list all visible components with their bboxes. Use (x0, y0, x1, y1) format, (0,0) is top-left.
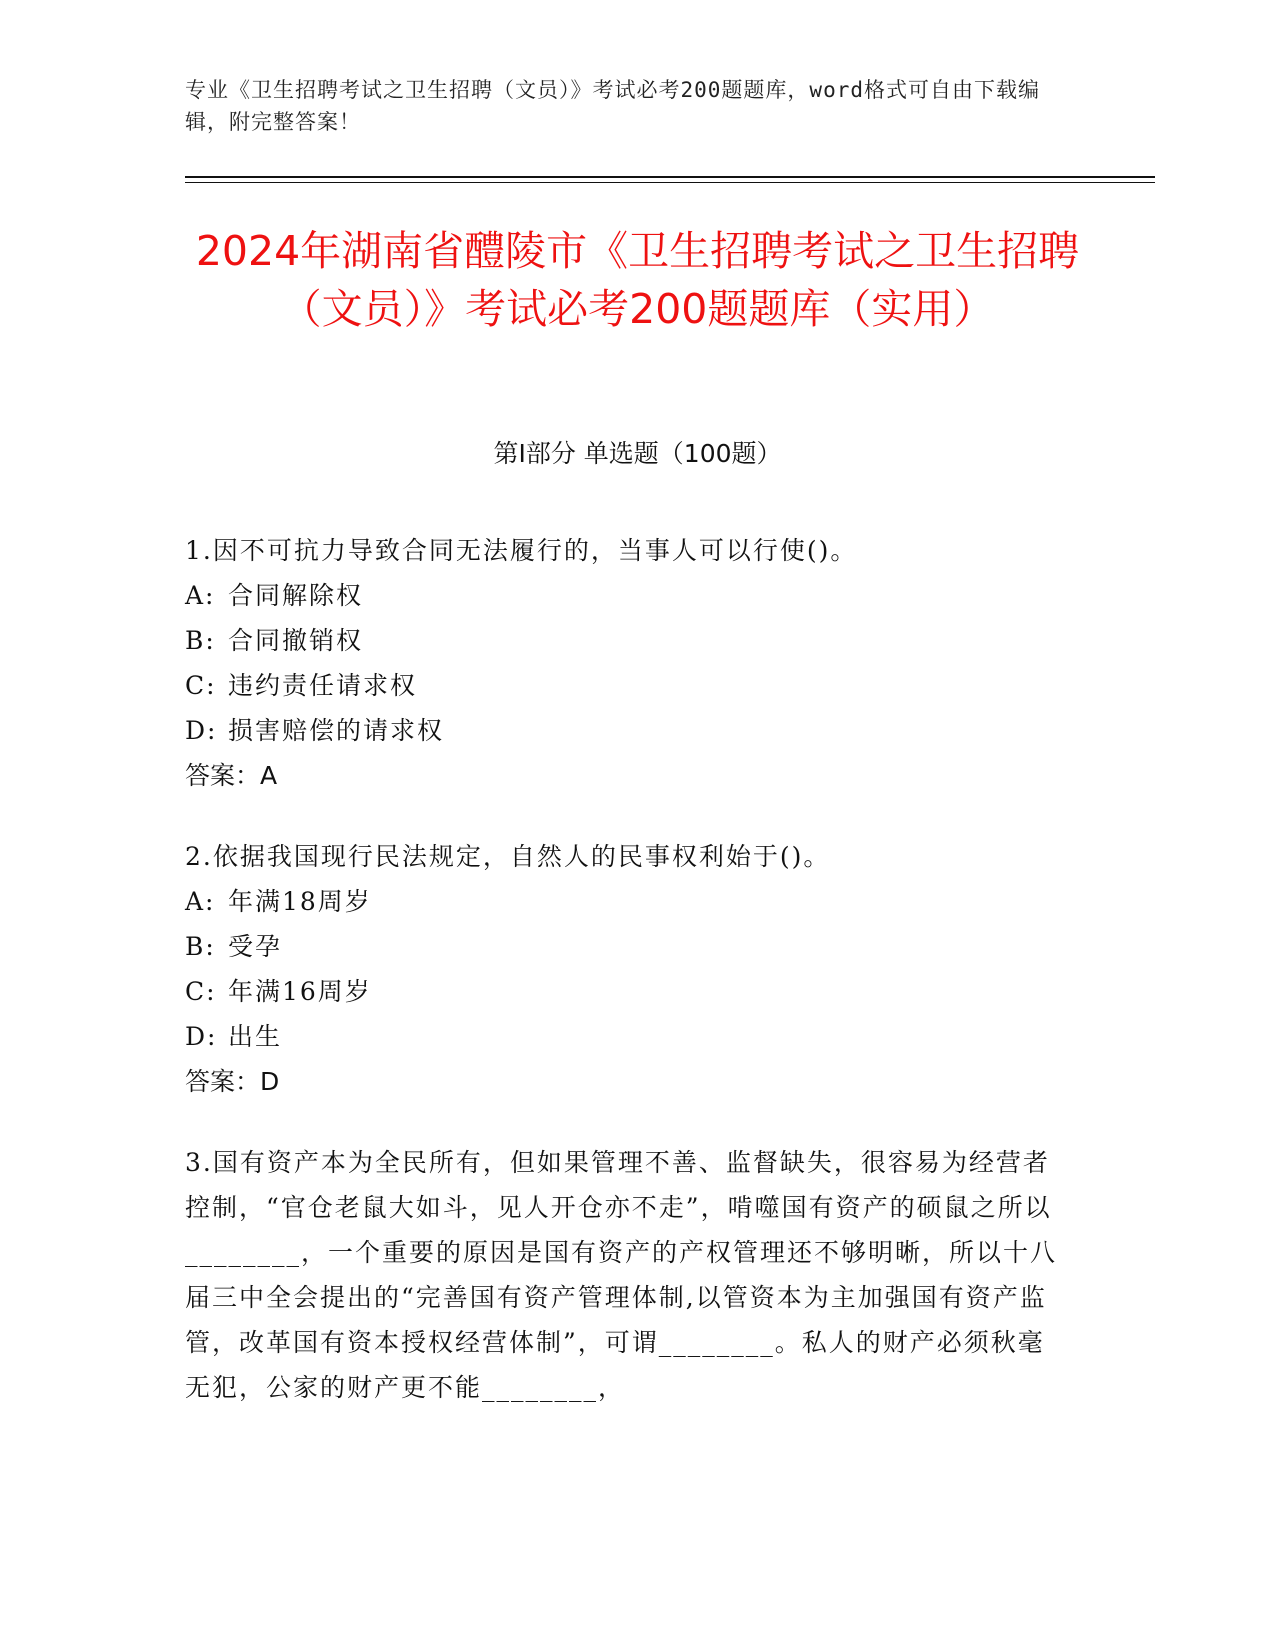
option-text: 合同撤销权 (228, 626, 364, 655)
option-b (185, 924, 1065, 969)
option-letter: C: (185, 671, 217, 700)
answer-line: 答案：A (185, 761, 278, 790)
answer-line: 答案：D (185, 1067, 280, 1096)
option-letter: B: (185, 932, 216, 961)
question-stem: 2.依据我国现行民法规定，自然人的民事权利始于()。 (185, 842, 831, 871)
question-stem: 3.国有资产本为全民所有，但如果管理不善、监督缺失，很容易为经营者控制，“官仓老鼠大如斗，见人开仓亦不走”，啃噬国有资产的硕鼠之所以________，一个重要的原因是国有资产的产权管理还不够明晰，所以十八届三中全会提出的“完善国有资产管理体制,以管资本为主加强国有资产监管，改革国有资本授权经营体制”，可谓________。私人的财产必须秋毫无犯，公家的财产更不能________， (185, 1148, 1058, 1402)
option-letter: D: (185, 716, 218, 745)
header-note: 专业《卫生招聘考试之卫生招聘（文员）》考试必考200题题库，word格式可自由下载编辑，附完整答案！ (185, 78, 1040, 134)
option-a (185, 573, 1065, 618)
option-letter: A: (185, 887, 216, 916)
option-text: 年满18周岁 (228, 887, 372, 916)
option-text: 年满16周岁 (228, 977, 372, 1006)
section-heading: 第I部分 单选题（100题） (493, 439, 782, 468)
option-b (185, 618, 1065, 663)
header-divider-thin (185, 182, 1155, 183)
option-text: 出生 (228, 1022, 283, 1051)
question-1 (185, 528, 1065, 798)
option-d (185, 708, 1065, 753)
document-title: 2024年湖南省醴陵市《卫生招聘考试之卫生招聘（文员）》考试必考200题题库（实用） (195, 227, 1080, 333)
option-text: 合同解除权 (228, 581, 364, 610)
option-d (185, 1014, 1065, 1059)
option-letter: D: (185, 1022, 218, 1051)
question-list (185, 528, 1065, 1446)
option-c (185, 969, 1065, 1014)
option-a (185, 879, 1065, 924)
option-letter: C: (185, 977, 217, 1006)
option-letter: A: (185, 581, 216, 610)
option-text: 违约责任请求权 (228, 671, 418, 700)
question-2 (185, 834, 1065, 1104)
question-3 (185, 1140, 1065, 1410)
option-c (185, 663, 1065, 708)
option-letter: B: (185, 626, 216, 655)
option-text: 损害赔偿的请求权 (228, 716, 445, 745)
question-stem: 1.因不可抗力导致合同无法履行的，当事人可以行使()。 (185, 536, 858, 565)
header-divider-thick (185, 176, 1155, 178)
option-text: 受孕 (228, 932, 283, 961)
